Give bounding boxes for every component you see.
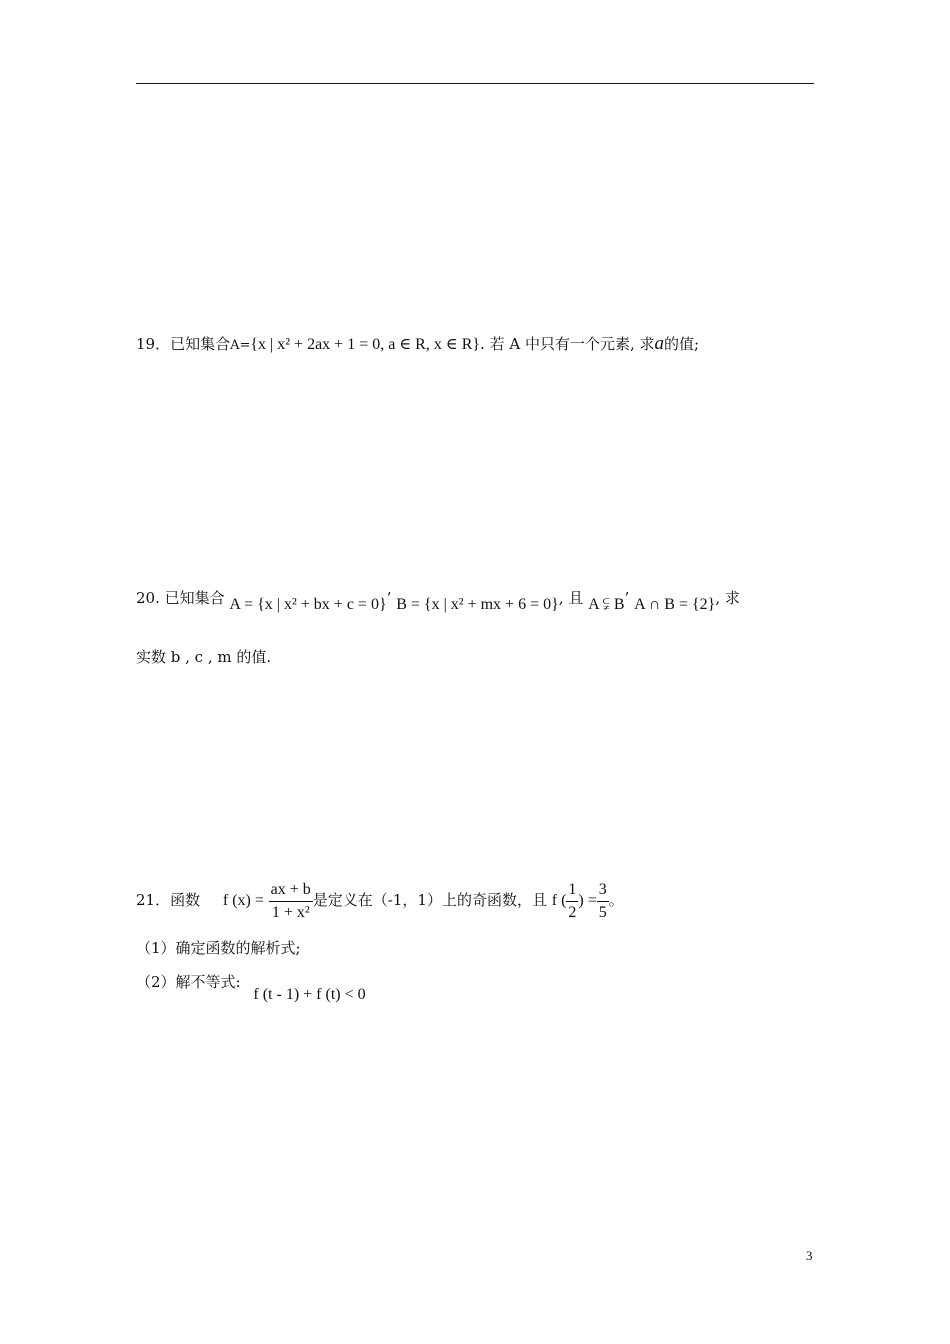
q19-set-expression: {x | x² + 2ax + 1 = 0, a ∈ R, x ∈ R} [250,336,481,353]
q21-part-2-label: （2）解不等式: [136,973,241,991]
q21-function-lhs: f (x) = [222,892,264,909]
page-number: 3 [806,1248,813,1263]
q21-value-numerator: 3 [597,880,609,902]
q20-set-a: A = {x | x² + bx + c = 0} [229,596,387,613]
q19-suffix: 的值; [664,335,700,353]
question-19 [136,334,699,356]
q19-set-name: A= [230,338,251,353]
question-20: 20. 已知集合 A = {x | x² + bx + c = 0}’ B = {x | x² + mx + 6 = 0}, 且 A ⫋ B’ A ∩ B = {2}, 求 [136,589,740,613]
q21-condition-lhs: f ( [551,892,567,909]
q21-prefix: 21．函数 [136,891,201,909]
header-rule [136,83,814,84]
q21-end: 。 [608,891,624,909]
q21-value-fraction [597,880,609,923]
q19-variable-a: a [654,333,664,354]
q21-half-numerator: 1 [566,880,578,902]
q21-half-denominator: 2 [568,903,577,921]
q21-condition-mid: ) = [578,892,597,909]
q21-part-2-inequality: f (t - 1) + f (t) < 0 [253,986,366,1003]
q21-function-denominator: 1 + x² [271,903,310,921]
q20-line-2: 实数 b , c , m 的值. [136,648,272,666]
q20-prefix: 20. 已知集合 [136,589,225,607]
q19-condition: . 若 A 中只有一个元素, 求 [480,335,655,353]
q21-function-fraction [269,880,313,923]
q21-value-denominator: 5 [598,903,607,921]
q20-ask: , 求 [715,589,740,607]
q21-part-1: （1）确定函数的解析式; [136,939,301,957]
question-21 [136,878,624,923]
q19-prefix: 19．已知集合 [136,335,231,353]
q21-function-numerator: ax + b [269,880,313,902]
q20-subset-relation: A ⫋ B [588,596,625,613]
q21-part-2 [136,972,366,1003]
q20-condition-prefix: , 且 [558,589,584,607]
q21-description: 是定义在（-1，1）上的奇函数，且 [312,891,547,909]
q21-half-fraction [566,880,578,923]
q20-set-b: B = {x | x² + mx + 6 = 0} [396,596,559,613]
q20-intersection: A ∩ B = {2} [634,596,716,613]
